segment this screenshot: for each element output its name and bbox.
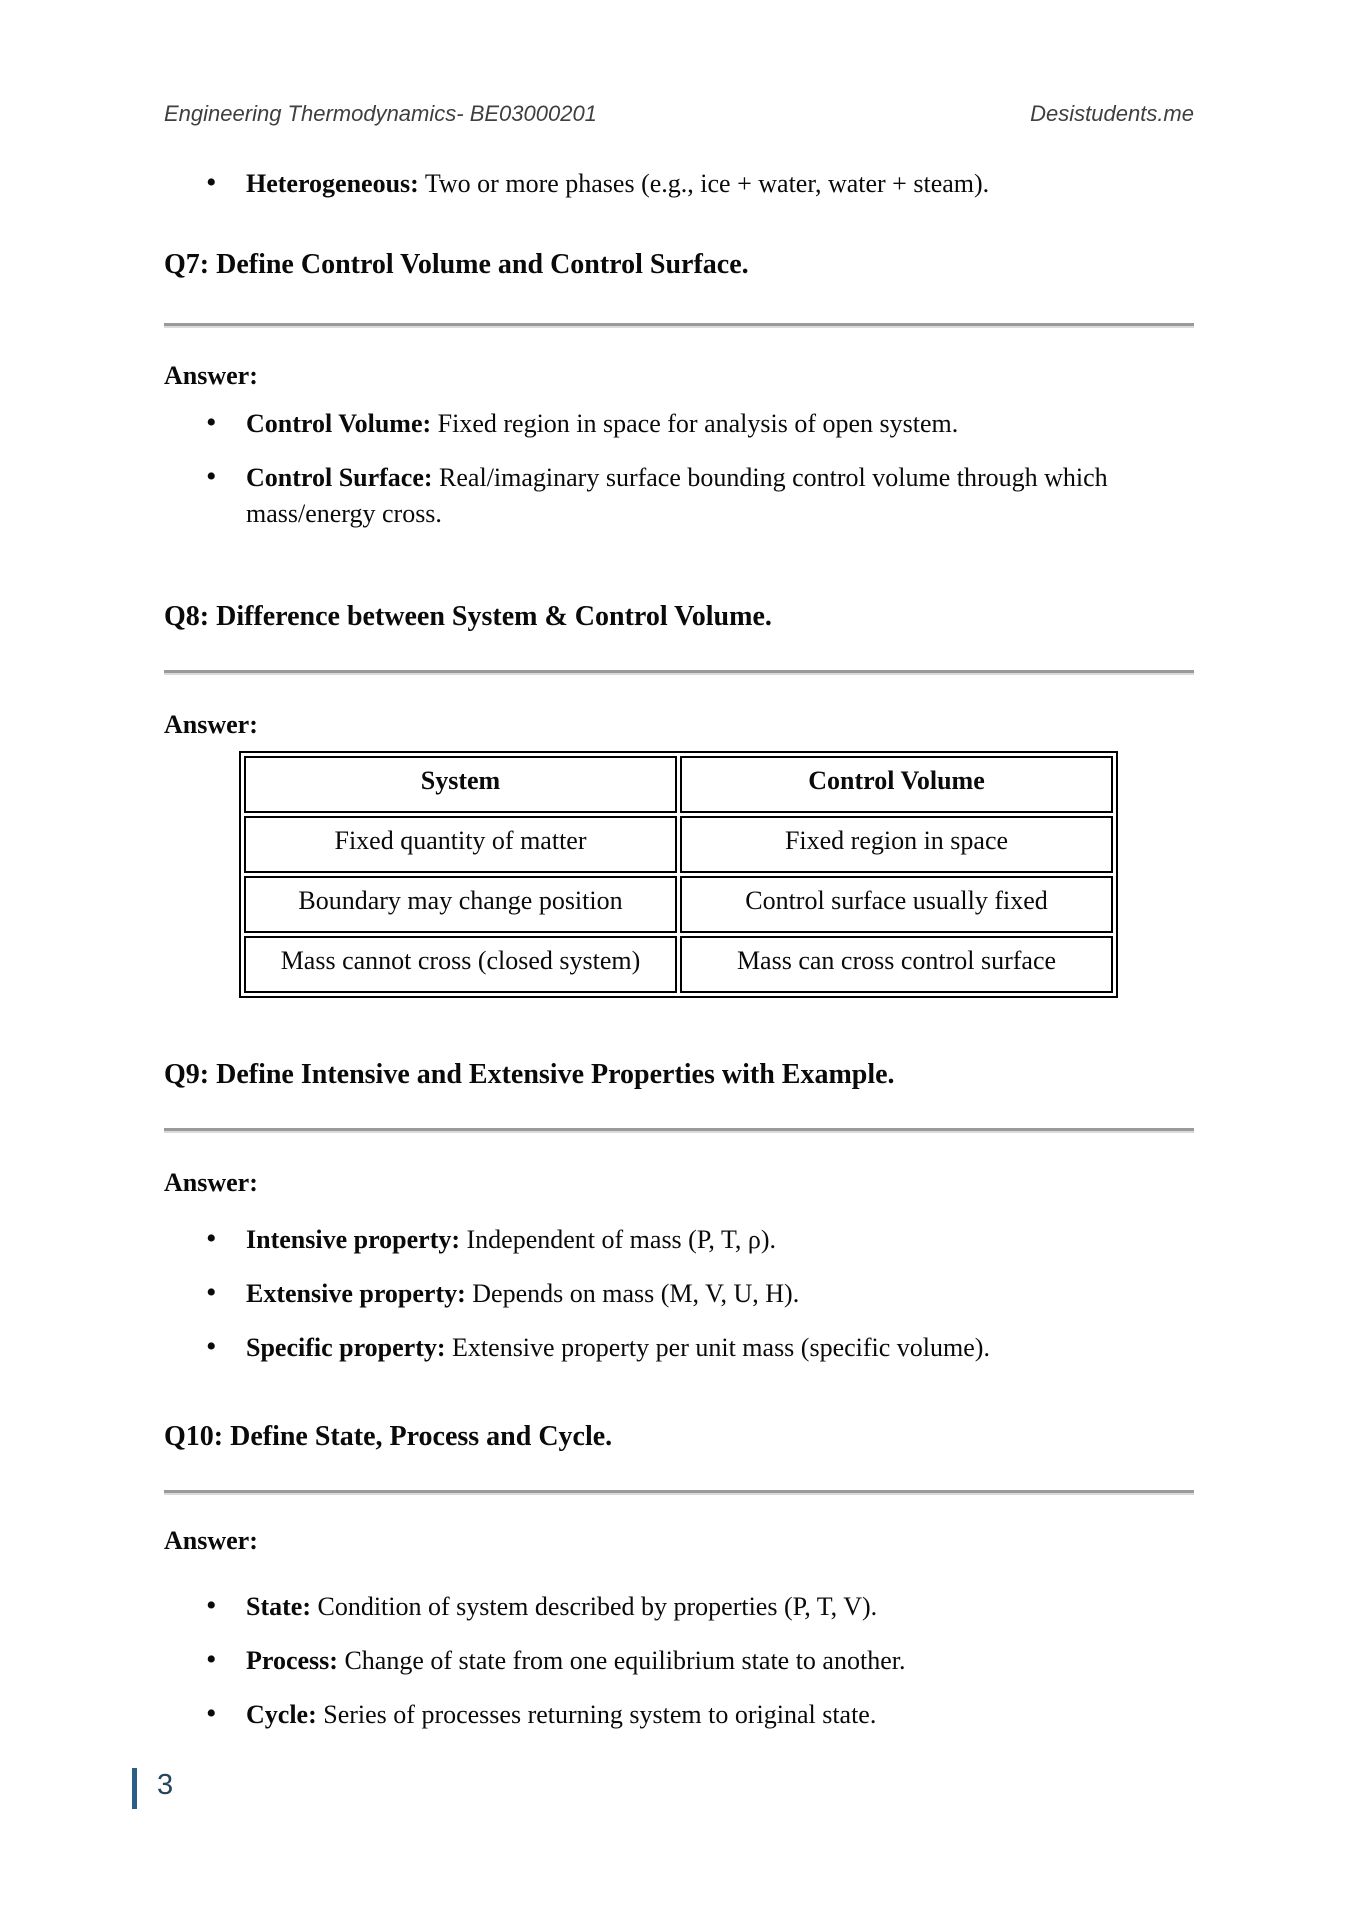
- list-item: [164, 1330, 1194, 1366]
- list-item: [164, 406, 1194, 442]
- bullet-term: Process:: [246, 1646, 338, 1675]
- bullet-definition: Fixed region in space for analysis of open system.: [437, 409, 959, 438]
- question-q7-title: Q7: Define Control Volume and Control Surface.: [164, 249, 749, 280]
- horizontal-rule: [164, 670, 1194, 673]
- table-header-row: [244, 756, 1113, 813]
- page-number: 3: [157, 1769, 174, 1801]
- bullet-definition: Depends on mass (M, V, U, H).: [472, 1279, 800, 1308]
- table-cell: Fixed quantity of matter: [244, 816, 677, 873]
- q7-answer-list: [164, 406, 1194, 550]
- bullet-term: Cycle:: [246, 1700, 317, 1729]
- bullet-definition: Two or more phases (e.g., ice + water, water + steam).: [424, 169, 990, 198]
- page-header: [164, 101, 1194, 127]
- list-item: [164, 1643, 1194, 1679]
- question-q10-title: Q10: Define State, Process and Cycle.: [164, 1421, 613, 1452]
- header-site-name: Desistudents.me: [1030, 101, 1194, 126]
- table-row: [244, 816, 1113, 873]
- table-row: [244, 876, 1113, 933]
- answer-label-q7: Answer:: [164, 361, 258, 390]
- horizontal-rule: [164, 1128, 1194, 1131]
- bullet-term: Control Volume:: [246, 409, 432, 438]
- table-header-cell: Control Volume: [680, 756, 1113, 813]
- answer-label-q9: Answer:: [164, 1168, 258, 1197]
- q9-answer-list: [164, 1222, 1194, 1384]
- bullet-term: Extensive property:: [246, 1279, 466, 1308]
- bullet-term: Intensive property:: [246, 1225, 461, 1254]
- list-item: [164, 1697, 1194, 1733]
- bullet-definition: Change of state from one equilibrium state to another.: [344, 1646, 906, 1675]
- list-item: [164, 166, 1194, 202]
- table-cell: Mass cannot cross (closed system): [244, 936, 677, 993]
- page-number-accent-bar: [132, 1768, 137, 1809]
- header-course-title: Engineering Thermodynamics- BE03000201: [164, 101, 597, 126]
- table-cell: Mass can cross control surface: [680, 936, 1113, 993]
- bullet-definition: Condition of system described by properties (P, T, V).: [317, 1592, 878, 1621]
- bullet-term: Specific property:: [246, 1333, 446, 1362]
- question-q8-title: Q8: Difference between System & Control Volume.: [164, 601, 772, 632]
- system-vs-control-volume-table: [239, 751, 1118, 998]
- list-item: [164, 1222, 1194, 1258]
- intro-bullet-list: [164, 166, 1194, 220]
- answer-label-q10: Answer:: [164, 1526, 258, 1555]
- bullet-definition: Series of processes returning system to original state.: [323, 1700, 877, 1729]
- bullet-term: Heterogeneous:: [246, 169, 419, 198]
- bullet-definition: Independent of mass (P, T, ρ).: [466, 1225, 777, 1254]
- comparison-table: [239, 751, 1118, 998]
- table-row: [244, 936, 1113, 993]
- bullet-term: State:: [246, 1592, 311, 1621]
- bullet-definition: Extensive property per unit mass (specific volume).: [452, 1333, 990, 1362]
- table-cell: Control surface usually fixed: [680, 876, 1113, 933]
- q10-answer-list: [164, 1589, 1194, 1751]
- bullet-definition: Real/imaginary surface bounding control volume through which mass/energy cross.: [246, 463, 1108, 528]
- horizontal-rule: [164, 1490, 1194, 1493]
- list-item: [164, 460, 1194, 532]
- list-item: [164, 1276, 1194, 1312]
- table-header-cell: System: [244, 756, 677, 813]
- table-cell: Fixed region in space: [680, 816, 1113, 873]
- horizontal-rule: [164, 323, 1194, 326]
- list-item: [164, 1589, 1194, 1625]
- answer-label-q8: Answer:: [164, 710, 258, 739]
- bullet-term: Control Surface:: [246, 463, 433, 492]
- table-cell: Boundary may change position: [244, 876, 677, 933]
- question-q9-title: Q9: Define Intensive and Extensive Properties with Example.: [164, 1059, 895, 1090]
